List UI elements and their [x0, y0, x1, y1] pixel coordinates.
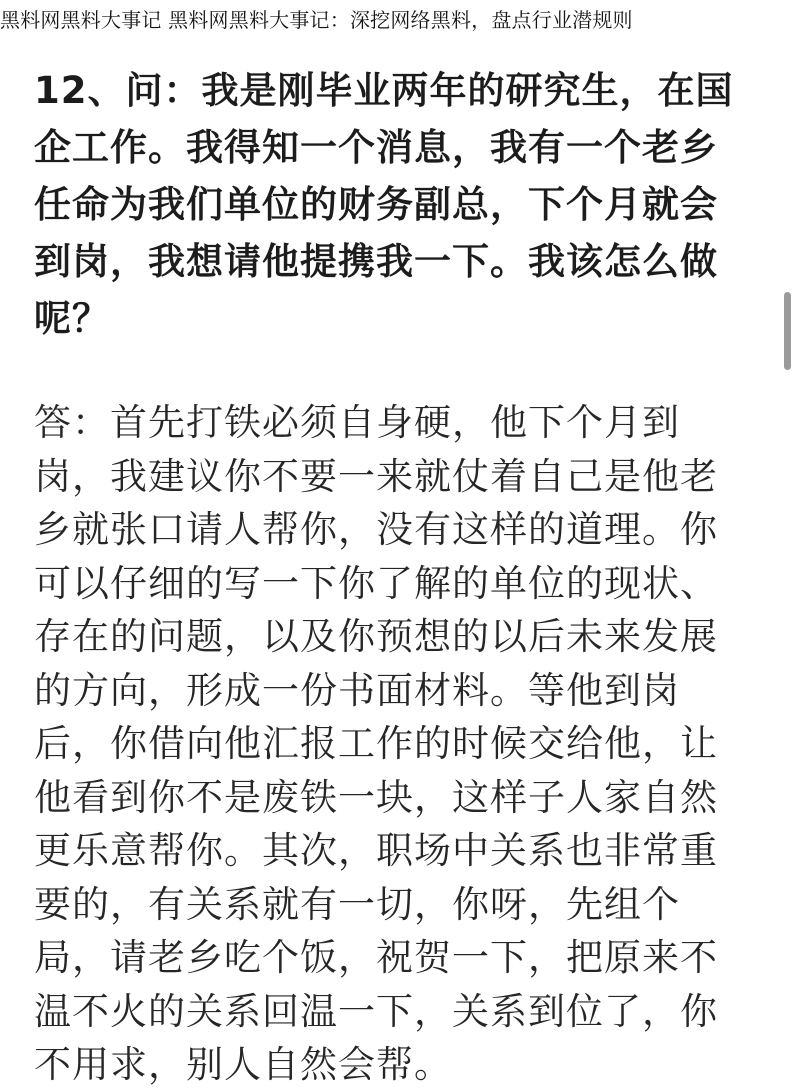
page-title: 黑料网黑料大事记 黑料网黑料大事记：深挖网络黑料，盘点行业潜规则	[0, 8, 633, 32]
scrollbar-thumb[interactable]	[784, 292, 791, 370]
question-text: 12、问：我是刚毕业两年的研究生，在国企工作。我得知一个消息，我有一个老乡任命为我们单位的财务副总，下个月就会到岗，我想请他提携我一下。我该怎么做呢？	[34, 69, 734, 340]
post-content	[34, 62, 754, 1092]
answer-text: 答：首先打铁必须自身硬，他下个月到岗，我建议你不要一来就仗着自己是他老乡就张口请人帮你，没有这样的道理。你可以仔细的写一下你了解的单位的现状、存在的问题，以及你预想的以后未来发展的方向，形成一份书面材料。等他到岗后，你借向他汇报工作的时候交给他，让他看到你不是废铁一块，这样子人家自然更乐意帮你。其次，职场中关系也非常重要的，有关系就有一切，你呀，先组个局，请老乡吃个饭，祝贺一下，把原来不温不火的关系回温一下，关系到位了，你不用求，别人自然会帮。	[34, 401, 718, 1086]
